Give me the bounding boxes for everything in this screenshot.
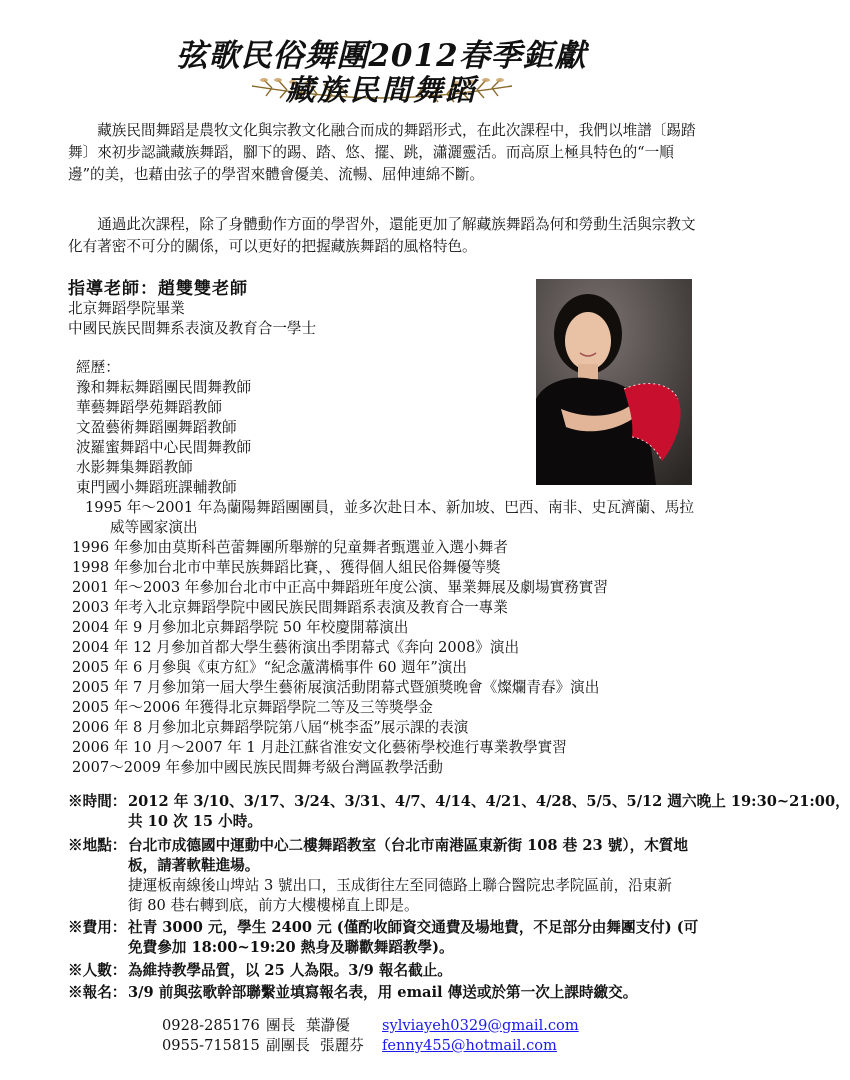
contact-phone: 0928-285176 (162, 1017, 260, 1034)
history-item: 2005 年 6 月參與《東方紅》“紀念蘆溝橋事件 60 週年”演出 (72, 659, 467, 676)
time-text: 2012 年 3/10、3/17、3/24、3/31、4/7、4/14、4/21、4/28、5/5、5/12 週六晚上 19:30~21:00， (128, 793, 850, 810)
people-label: ※人數： (68, 962, 127, 979)
place-label: ※地點： (68, 837, 127, 854)
contact-phone: 0955-715815 (162, 1037, 260, 1054)
experience-item: 華藝舞蹈學苑舞蹈教師 (76, 399, 222, 416)
history-item: 2004 年 9 月參加北京舞蹈學院 50 年校慶開幕演出 (72, 619, 409, 636)
history-item: 2007～2009 年參加中國民族民間舞考級台灣區教學活動 (72, 759, 443, 776)
history-item: 2006 年 10 月～2007 年 1 月赴江蘇省淮安文化藝術學校進行專業教學實習 (72, 739, 567, 756)
credential-line: 中國民族民間舞系表演及教育合一學士 (68, 320, 317, 337)
experience-item: 波羅蜜舞蹈中心民間舞教師 (76, 439, 252, 456)
history-item: 1995 年～2001 年為蘭陽舞蹈團團員，並多次赴日本、新加坡、巴西、南非、史瓦濟蘭、馬拉 (85, 499, 694, 516)
intro-paragraph-2: 通過此次課程，除了身體動作方面的學習外，還能更加了解藏族舞蹈為何和勞動生活與宗教文化有著密不可分的關係，可以更好的把握藏族舞蹈的風格特色。 (68, 216, 696, 255)
intro-paragraph-1: 藏族民間舞蹈是農牧文化與宗教文化融合而成的舞蹈形式，在此次課程中，我們以堆譜〔踢踏舞〕來初步認識藏族舞蹈，腳下的踢、踏、悠、擺、跳，瀟灑靈活。而高原上極具特色的“一順邊”的美，也藉由弦子的學習來體會優美、流暢、屈伸連綿不斷。 (68, 122, 696, 183)
teacher-heading: 指導老師：趙雙雙老師 (68, 279, 248, 299)
contact-name: 葉瀞優 (306, 1017, 350, 1034)
history-item: 2005 年 7 月參加第一屆大學生藝術展演活動閉幕式暨頒獎晚會《燦爛青春》演出 (72, 679, 600, 696)
place-text: 台北市成德國中運動中心二樓舞蹈教室（台北市南港區東新街 108 巷 23 號），木質地 (128, 837, 688, 854)
flyer-title: 弦歌民俗舞團2012春季鉅獻 (176, 38, 587, 74)
history-item: 2003 年考入北京舞蹈學院中國民族民間舞蹈系表演及教育合一專業 (72, 599, 508, 616)
flyer-subtitle: 藏族民間舞蹈 (285, 73, 478, 107)
fee-text: 社青 3000 元，學生 2400 元 (僅酌收師資交通費及場地費，不足部分由舞團支付) (可 (128, 919, 699, 936)
time-label: ※時間： (68, 793, 127, 810)
experience-item: 東門國小舞蹈班課輔教師 (76, 479, 237, 496)
history-item: 2001 年～2003 年參加台北市中正高中舞蹈班年度公演、畢業舞展及劇場實務實習 (72, 579, 608, 596)
contact-name: 張麗芬 (320, 1037, 364, 1054)
signup-text: 3/9 前與弦歌幹部聯繫並填寫報名表，用 email 傳送或於第一次上課時繳交。 (128, 984, 638, 1001)
history-item: 2005 年～2006 年獲得北京舞蹈學院二等及三等獎學金 (72, 699, 433, 716)
people-text: 為維持教學品質，以 25 人為限。3/9 報名截止。 (128, 962, 452, 979)
signup-label: ※報名： (68, 984, 127, 1001)
directions-text: 街 80 巷右轉到底，前方大樓樓梯直上即是。 (128, 897, 419, 914)
teacher-photo (536, 279, 692, 485)
fee-label: ※費用： (68, 919, 127, 936)
history-item: 1998 年參加台北市中華民族舞蹈比賽，、獲得個人組民俗舞優等獎 (72, 559, 501, 576)
history-item: 1996 年參加由莫斯科芭蕾舞團所舉辦的兒童舞者甄選並入選小舞者 (72, 539, 508, 556)
place-text: 板，請著軟鞋進場。 (128, 857, 260, 874)
experience-item: 文盈藝術舞蹈團舞蹈教師 (76, 419, 237, 436)
history-item: 2006 年 8 月參加北京舞蹈學院第八屆“桃李盃”展示課的表演 (72, 719, 469, 736)
directions-text: 捷運板南線後山埤站 3 號出口，玉成街往左至同德路上聯合醫院忠孝院區前，沿東新 (128, 877, 672, 894)
contact-role: 團長 (266, 1017, 296, 1034)
fee-text: 免費參加 18:00~19:20 熱身及聯歡舞蹈教學)。 (128, 939, 454, 956)
experience-item: 豫和舞耘舞蹈團民間舞教師 (76, 379, 252, 396)
contact-email-link[interactable]: sylviayeh0329@gmail.com (382, 1017, 579, 1034)
time-text: 共 10 次 15 小時。 (128, 813, 262, 830)
history-item: 威等國家演出 (110, 519, 198, 536)
history-item: 2004 年 12 月參加首都大學生藝術演出季閉幕式《奔向 2008》演出 (72, 639, 520, 656)
contact-role: 副團長 (266, 1037, 310, 1054)
experience-label: 經歷： (76, 359, 120, 376)
experience-item: 水影舞集舞蹈教師 (76, 459, 193, 476)
credential-line: 北京舞蹈學院畢業 (68, 300, 185, 317)
contact-email-link[interactable]: fenny455@hotmail.com (382, 1037, 557, 1054)
